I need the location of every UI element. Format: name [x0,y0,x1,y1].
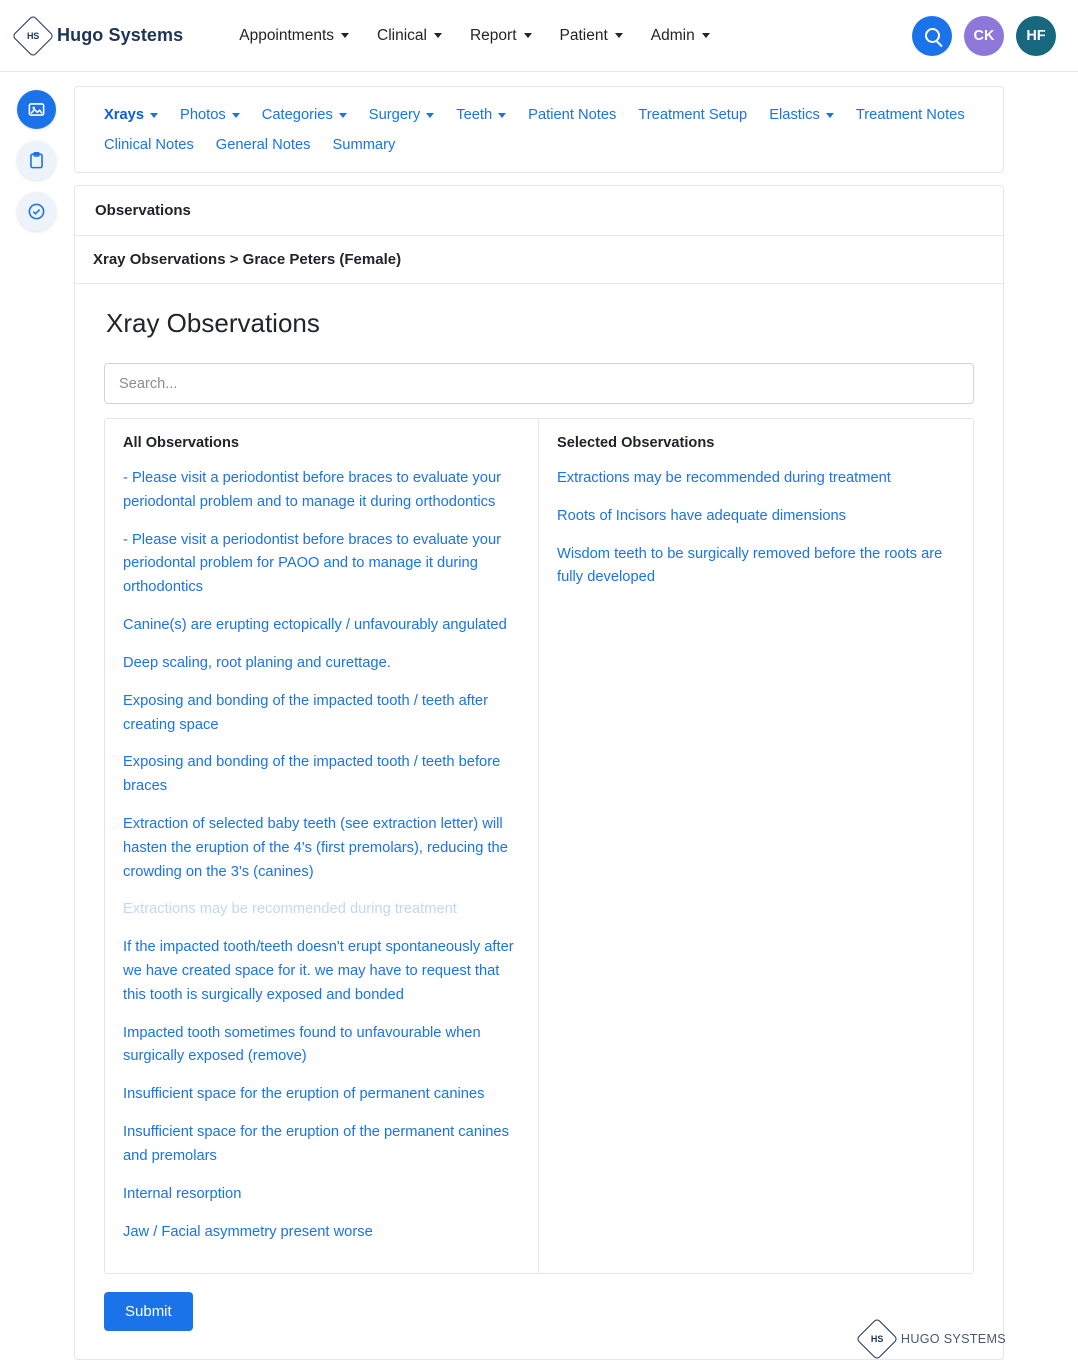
clipboard-icon [27,151,46,170]
brand-name: Hugo Systems [57,25,184,45]
tab-label: Patient Notes [528,107,617,123]
main-content [0,72,1078,1360]
avatar-initials: CK [973,27,995,44]
tab-patient-notes[interactable] [517,101,627,129]
tab-label: Categories [261,107,333,123]
list-item[interactable]: Canine(s) are erupting ectopically / unfavourably angulated [123,617,507,634]
list-item[interactable]: Insufficient space for the eruption of permanent canines [123,1086,485,1103]
tab-row-primary [93,101,985,129]
avatar-ck[interactable] [964,16,1004,56]
tab-label: Surgery [368,107,421,123]
brand-logo-text: HS [27,30,39,41]
list-item[interactable]: Extractions may be recommended during treatment [557,470,891,486]
tab-label: Treatment Setup [638,107,748,123]
chevron-down-icon [339,113,347,118]
check-circle-icon [27,202,46,221]
tab-photos[interactable] [169,101,251,129]
tab-teeth[interactable] [445,101,517,129]
chevron-down-icon [615,33,623,38]
tab-summary[interactable] [322,131,407,159]
tab-label: Summary [332,137,396,153]
list-item[interactable]: Exposing and bonding of the impacted tooth / teeth after creating space [123,692,488,733]
tab-clinical-notes[interactable] [93,131,205,159]
tab-general-notes[interactable] [205,131,322,159]
nav-item-patient[interactable] [546,19,637,53]
chevron-down-icon [150,113,158,118]
nav-item-report[interactable] [456,19,546,53]
left-rail [17,90,56,231]
tab-categories[interactable] [251,101,358,129]
tab-treatment-setup[interactable] [627,101,758,129]
section-tabs [74,86,1004,173]
chevron-down-icon [341,33,349,38]
nav-item-admin[interactable] [637,19,724,53]
chevron-down-icon [232,113,240,118]
footer-logo-icon [856,1318,898,1360]
nav-item-label: Patient [559,26,608,44]
navbar-right [912,16,1056,56]
list-item[interactable]: - Please visit a periodontist before braces to evaluate your periodontal problem for PAOO and to manage it during orthodontics [123,531,502,596]
chevron-down-icon [524,33,532,38]
tab-label: Photos [180,107,226,123]
chevron-down-icon [702,33,710,38]
list-item[interactable]: If the impacted tooth/teeth doesn't erupt spontaneously after we have created space for it. we may have to request that this tooth is surgically exposed and bonded [123,939,514,1003]
observations-panel [74,185,1004,1360]
brand[interactable] [18,21,203,51]
search-icon [925,28,940,43]
tab-xrays[interactable] [93,101,169,129]
nav-item-label: Clinical [377,26,427,44]
top-navbar [0,0,1078,72]
tab-label: Clinical Notes [104,137,194,153]
nav-item-label: Admin [650,26,695,44]
list-item[interactable]: Deep scaling, root planing and curettage. [123,654,391,671]
tab-label: Elastics [769,107,820,123]
main-nav [225,19,723,53]
nav-item-appointments[interactable] [225,19,363,53]
image-icon [27,100,46,119]
avatar-initials: HF [1026,27,1046,44]
all-observations-column [105,419,539,1273]
nav-item-label: Appointments [239,26,335,44]
list-item-selected-disabled: Extractions may be recommended during treatment [123,901,457,918]
avatar-hf[interactable] [1016,16,1056,56]
brand-logo-icon [12,14,54,56]
list-item[interactable]: Internal resorption [123,1185,242,1202]
tab-label: Teeth [456,107,493,123]
nav-item-label: Report [469,26,517,44]
all-observations-title: All Observations [123,435,239,451]
panel-body [75,284,1003,1359]
tab-label: Treatment Notes [855,107,965,123]
list-item[interactable]: Insufficient space for the eruption of the permanent canines and premolars [123,1124,509,1164]
list-item[interactable]: Exposing and bonding of the impacted tooth / teeth before braces [123,754,501,795]
tab-elastics[interactable] [758,101,845,129]
observations-lists [104,418,974,1274]
chevron-down-icon [498,113,506,118]
list-item[interactable]: Roots of Incisors have adequate dimensions [557,507,847,524]
tab-label: General Notes [215,137,311,153]
page-title: Xray Observations [106,308,320,338]
list-item[interactable]: - Please visit a periodontist before braces to evaluate your periodontal problem and to manage it during orthodontics [123,470,502,510]
footer-logo-text: HS [870,1333,884,1344]
panel-header: Observations [75,186,1003,236]
rail-button-images[interactable] [17,90,56,129]
chevron-down-icon [426,113,434,118]
footer [862,1324,1006,1354]
list-item[interactable]: Extraction of selected baby teeth (see extraction letter) will hasten the eruption of the 4's (first premolars), reducing the crowding on the 3's (canines) [123,815,508,880]
list-item[interactable]: Impacted tooth sometimes found to unfavourable when surgically exposed (remove) [123,1024,481,1065]
rail-button-clipboard[interactable] [17,141,56,180]
tab-label: Xrays [104,107,145,123]
rail-button-tasks[interactable] [17,192,56,231]
submit-button[interactable]: Submit [104,1292,193,1331]
chevron-down-icon [826,113,834,118]
selected-observations-column [539,419,973,1273]
breadcrumb: Xray Observations > Grace Peters (Female) [75,236,1003,284]
list-item[interactable]: Jaw / Facial asymmetry present worse [123,1223,373,1240]
tab-row-secondary [93,131,985,159]
submit-row [104,1292,974,1331]
list-item[interactable]: Wisdom teeth to be surgically removed before the roots are fully developed [557,545,943,586]
selected-observations-title: Selected Observations [557,435,715,451]
tab-surgery[interactable] [358,101,445,129]
chevron-down-icon [434,33,442,38]
tab-treatment-notes[interactable] [845,101,976,129]
search-input[interactable] [104,363,974,404]
nav-item-clinical[interactable] [363,19,456,53]
search-button[interactable] [912,16,952,56]
footer-brand-text: HUGO SYSTEMS [900,1332,1006,1346]
